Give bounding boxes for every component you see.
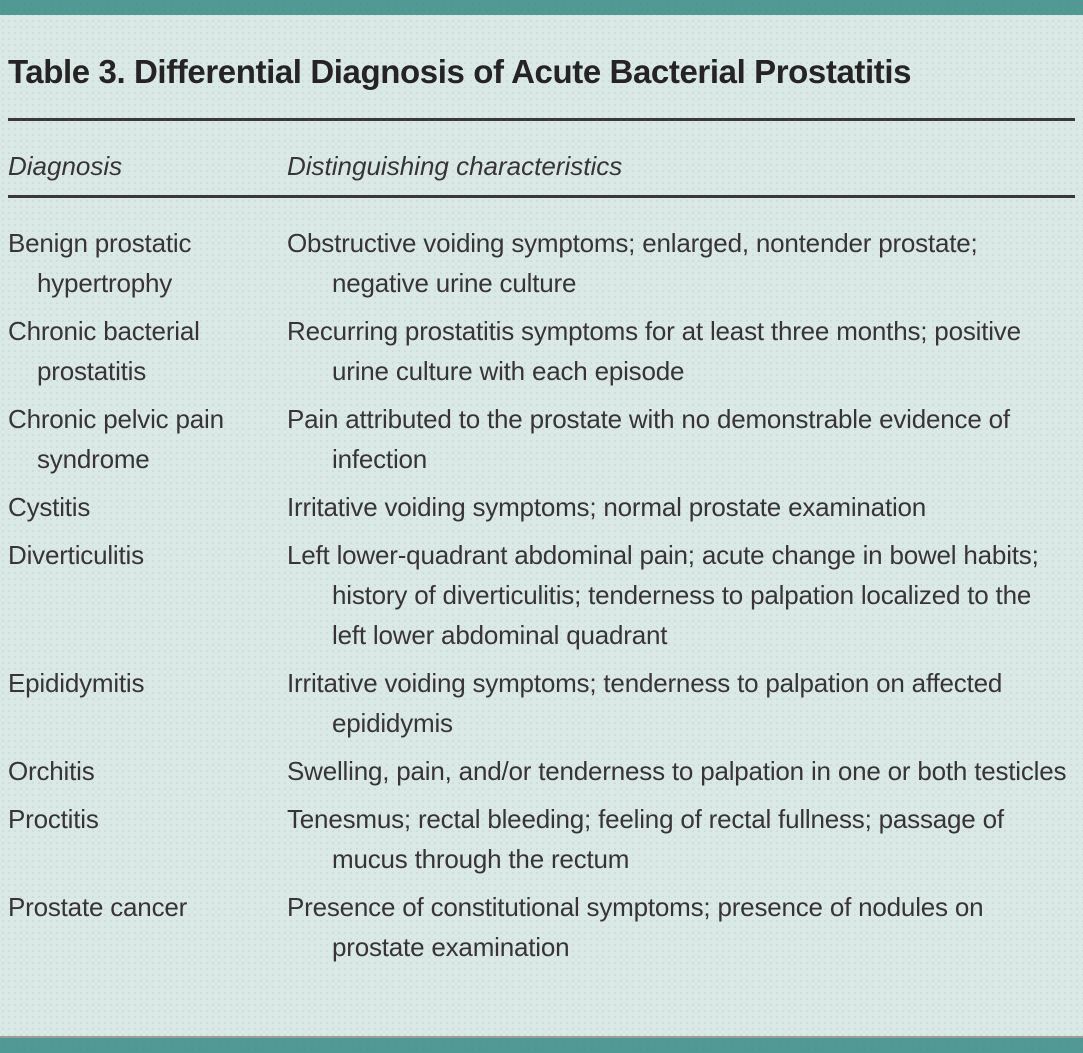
characteristics-cell: Swelling, pain, and/or tenderness to palpation in one or both testicles [287, 756, 1067, 786]
table-row [8, 223, 1075, 303]
characteristics-cell: Tenesmus; rectal bleeding; feeling of rectal fullness; passage of mucus through the rectum [287, 804, 1004, 874]
diagnosis-cell: Chronic bacterial prostatitis [8, 316, 200, 386]
table-rows [8, 198, 1075, 967]
diagnosis-cell: Diverticulitis [8, 540, 144, 570]
table-row [8, 311, 1075, 391]
characteristics-cell: Irritative voiding symptoms; normal prostate examination [287, 492, 927, 522]
table-row [8, 663, 1075, 743]
column-header-characteristics: Distinguishing characteristics [287, 151, 623, 181]
characteristics-cell: Left lower-quadrant abdominal pain; acute change in bowel habits; history of diverticulitis; tenderness to palpation localized to the left lower abdominal quadrant [287, 540, 1039, 650]
table-row [8, 535, 1075, 655]
diagnosis-cell: Benign prostatic hypertrophy [8, 228, 192, 298]
diagnosis-cell: Orchitis [8, 756, 95, 786]
column-header-diagnosis: Diagnosis [8, 151, 123, 181]
diagnosis-cell: Proctitis [8, 804, 99, 834]
diagnosis-cell: Prostate cancer [8, 892, 188, 922]
table-row [8, 487, 1075, 527]
bottom-accent-band [0, 1036, 1083, 1053]
characteristics-cell: Recurring prostatitis symptoms for at least three months; positive urine culture with each episode [287, 316, 1021, 386]
characteristics-cell: Obstructive voiding symptoms; enlarged, nontender prostate; negative urine culture [287, 228, 978, 298]
table-content [0, 53, 1083, 967]
characteristics-cell: Irritative voiding symptoms; tenderness to palpation on affected epididymis [287, 668, 1003, 738]
table-title: Table 3. Differential Diagnosis of Acute Bacterial Prostatitis [8, 53, 912, 90]
table-row [8, 751, 1075, 791]
diagnosis-cell: Cystitis [8, 492, 91, 522]
characteristics-cell: Pain attributed to the prostate with no demonstrable evidence of infection [287, 404, 1010, 474]
column-header-row [8, 121, 1075, 195]
table-row [8, 799, 1075, 879]
top-accent-band [0, 0, 1083, 15]
diagnosis-cell: Chronic pelvic pain syndrome [8, 404, 224, 474]
table-row [8, 399, 1075, 479]
table-row [8, 887, 1075, 967]
diagnosis-cell: Epididymitis [8, 668, 145, 698]
characteristics-cell: Presence of constitutional symptoms; presence of nodules on prostate examination [287, 892, 984, 962]
